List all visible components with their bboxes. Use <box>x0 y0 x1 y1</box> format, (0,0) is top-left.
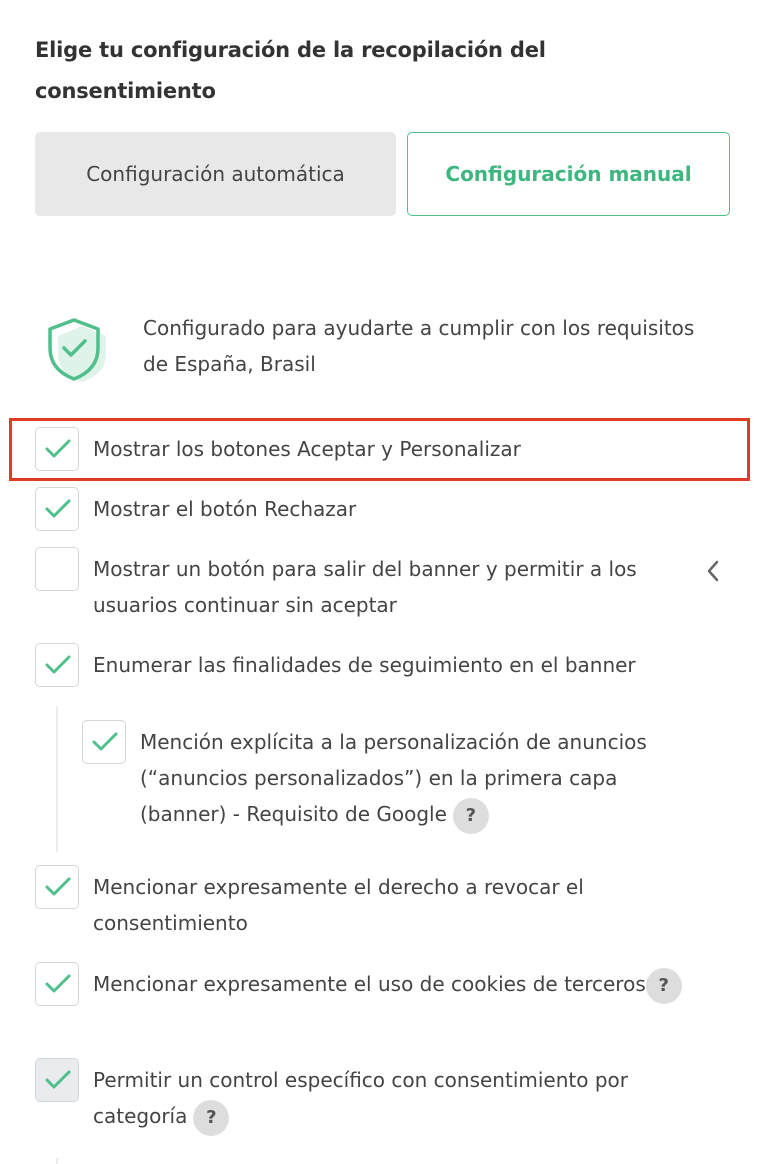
checkmark-icon <box>44 1068 72 1092</box>
checkmark-icon <box>91 730 119 754</box>
compliance-info-text: Configurado para ayudarte a cumplir con los requisitos de España, Brasil <box>143 316 695 376</box>
nested-indent-line <box>56 706 58 852</box>
option-label: Mostrar un botón para salir del banner y permitir a los usuarios continuar sin aceptar <box>93 557 637 617</box>
checkbox-revoke-right[interactable] <box>35 865 79 909</box>
help-icon[interactable]: ? <box>646 968 682 1004</box>
checkbox-list-purposes[interactable] <box>35 643 79 687</box>
checkmark-icon <box>44 972 72 996</box>
checkmark-icon <box>44 653 72 677</box>
tab-manual-configuration[interactable] <box>407 132 730 216</box>
option-label: Mostrar el botón Rechazar <box>93 497 357 521</box>
checkbox-personalized-ads-mention[interactable] <box>82 720 126 764</box>
shield-check-icon <box>44 314 114 386</box>
checkbox-per-category-control[interactable] <box>35 1058 79 1102</box>
checkmark-icon <box>44 875 72 899</box>
checkbox-close-button[interactable] <box>35 547 79 591</box>
tab-automatic-label: Configuración automática <box>86 162 345 186</box>
help-icon[interactable]: ? <box>453 798 489 834</box>
checkmark-icon <box>44 437 72 461</box>
option-label: Mencionar expresamente el uso de cookies de terceros ? <box>93 966 703 1004</box>
tab-automatic-configuration[interactable] <box>35 132 396 216</box>
option-label: Mención explícita a la personalización de anuncios (“anuncios personalizados”) en la primera capa (banner) - Requisito de Google ? <box>140 724 700 834</box>
checkmark-icon <box>44 497 72 521</box>
option-label: Mostrar los botones Aceptar y Personalizar <box>93 437 521 461</box>
chevron-left-icon[interactable] <box>702 556 724 586</box>
tab-manual-label: Configuración manual <box>445 162 692 186</box>
nested-indent-line <box>56 1158 58 1164</box>
help-icon[interactable]: ? <box>193 1100 229 1136</box>
option-label: Permitir un control específico con consentimiento por categoría ? <box>93 1062 703 1136</box>
checkbox-show-accept-customize[interactable] <box>35 427 79 471</box>
section-title: Elige tu configuración de la recopilación del consentimiento <box>35 38 546 103</box>
checkbox-show-reject[interactable] <box>35 487 79 531</box>
option-label: Mencionar expresamente el derecho a revocar el consentimiento <box>93 875 584 935</box>
option-label: Enumerar las finalidades de seguimiento en el banner <box>93 653 636 677</box>
checkbox-third-party-cookies[interactable] <box>35 962 79 1006</box>
